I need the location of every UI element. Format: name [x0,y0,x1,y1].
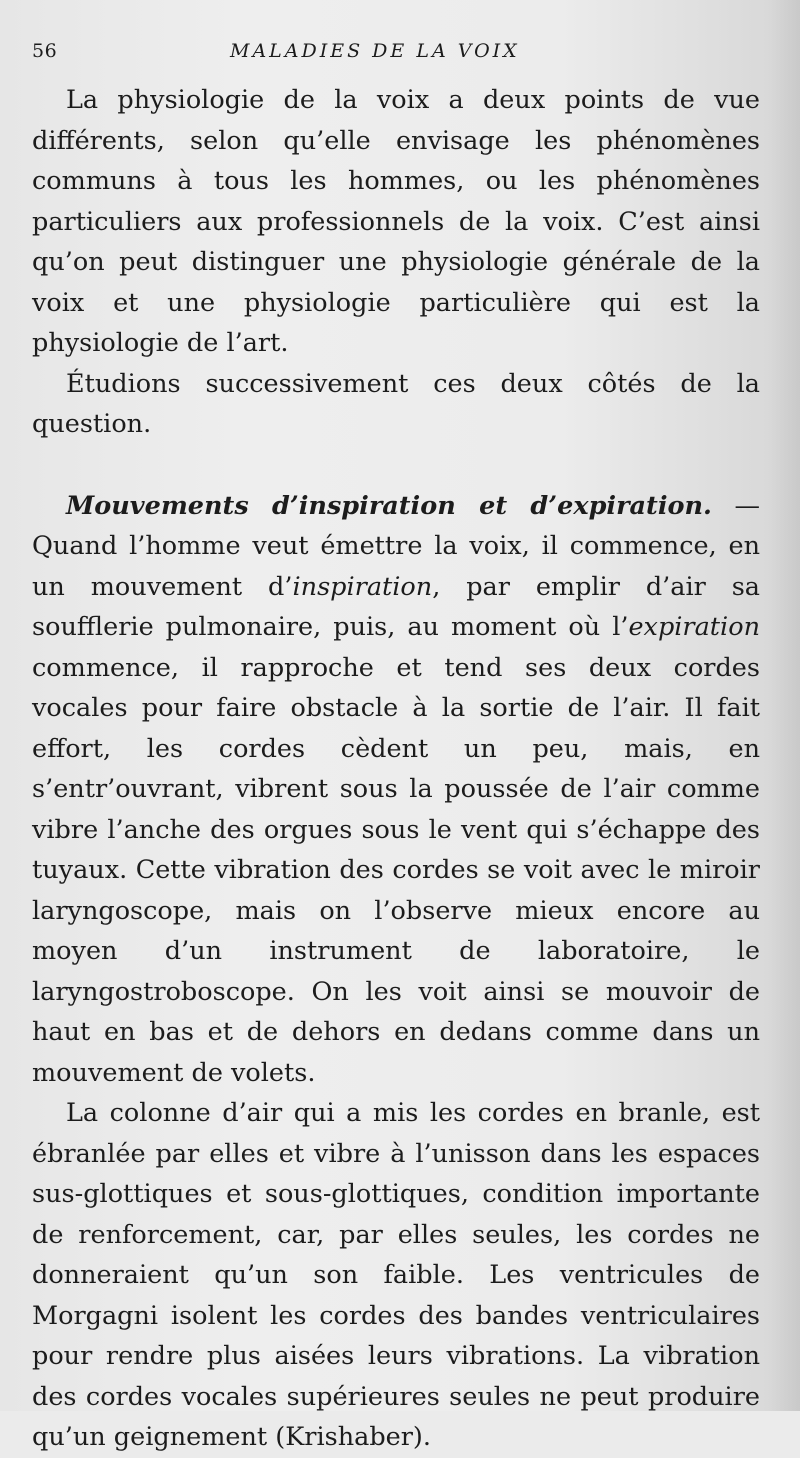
emphasis-inspiration: inspiration [292,571,433,602]
running-title: MALADIES DE LA VOIX [230,40,520,62]
emphasis-expiration: expiration [628,612,760,642]
text-segment: Quand l’homme veut émettre la voix, il commence, en un mouvement d’ [32,531,760,602]
section-heading: Mouvements d’inspiration et d’expiration. [66,490,712,521]
paragraph-breathing-movements [32,486,760,1094]
page-header [32,40,760,70]
heading-dash: — [711,490,760,521]
text-segment: , par emplir d’air sa soufflerie pulmonaire, puis, au moment où l’ [32,571,760,642]
paragraph-physiology-intro: La physiologie de la voix a deux points de vue différents, selon qu’elle envisage les phénomènes communs à tous les hommes, ou les phénomènes particuliers aux professionnels de la voix. C’est ainsi qu’on peut distinguer une physiologie générale de la voix et une physiologie particulière qui est la physiologie de l’art. [32,85,760,358]
text-segment: commence, il rapproche et tend ses deux cordes vocales pour faire obstacle à la sortie de l’air. Il fait effort, les cordes cèdent un peu, mais, en s’entr’ouvrant, vibrent sous la poussée de l’air comme vibre l’anche des orgues sous le vent qui s’échappe des tuyaux. Cette vibration des cordes se voit avec le miroir laryngoscope, mais on l’observe mieux encore au moyen d’un instrument de laboratoire, le laryngostroboscope. On les voit ainsi se mouvoir de haut en bas et de dehors en dedans comme dans un mouvement de volets. [32,652,760,1088]
paragraph-study-plan: Étudions successivement ces deux côtés de la question. [32,368,760,439]
page-number: 56 [32,40,58,62]
body-text [32,80,760,1458]
paragraph-air-column: La colonne d’air qui a mis les cordes en branle, est ébranlée par elles et vibre à l’unisson dans les espaces sus-glottiques et sous-glottiques, condition importante de renforcement, car, par elles seules, les cordes ne donneraient qu’un son faible. Les ventricules de Morgagni isolent les cordes des bandes ventriculaires pour rendre plus aisées leurs vibrations. La vibration des cordes vocales supérieures seules ne peut produire qu’un geignement (Krishaber). [32,1098,760,1452]
